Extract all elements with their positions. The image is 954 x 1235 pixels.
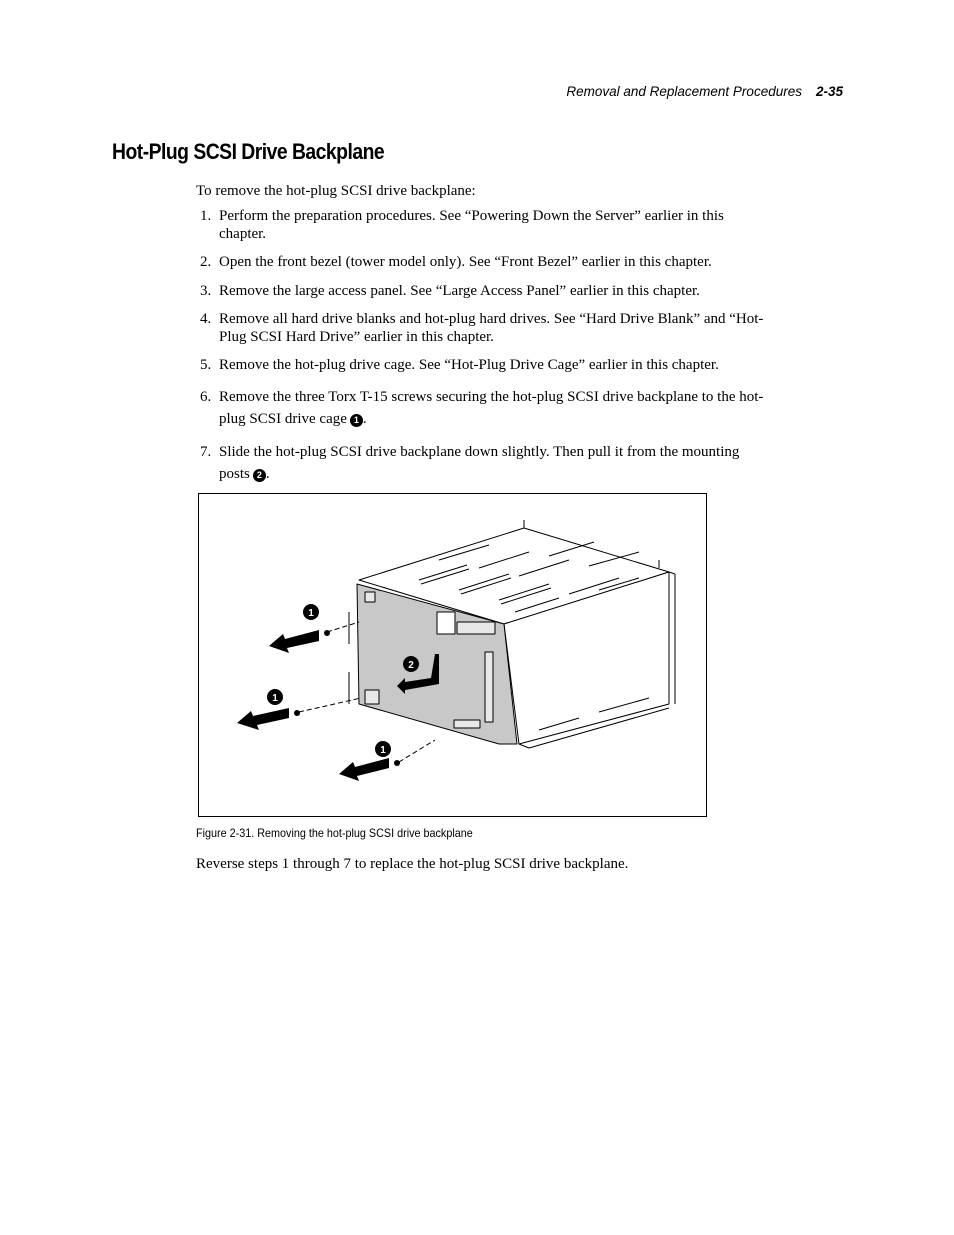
- step-text: Slide the hot-plug SCSI drive backplane down slightly. Then pull it from the mounting posts: [219, 443, 740, 482]
- step-number: 2.: [200, 254, 212, 270]
- step-suffix: .: [362, 410, 367, 427]
- step-5: [196, 357, 768, 375]
- step-text: Remove the hot-plug drive cage. See “Hot-Plug Drive Cage” earlier in this chapter.: [219, 357, 719, 373]
- callout-1-icon: [267, 689, 283, 705]
- step-7: [196, 441, 768, 485]
- callout-1-icon: [303, 604, 319, 620]
- intro-text: To remove the hot-plug SCSI drive backplane:: [196, 183, 476, 199]
- callout-1-icon: 1: [350, 414, 363, 427]
- backplane-removal-illustration: [199, 494, 708, 818]
- callout-1-icon: [375, 741, 391, 757]
- callout-2-icon: 2: [253, 469, 266, 482]
- running-header: [566, 84, 843, 99]
- step-number: 5.: [200, 357, 212, 373]
- callout-label: 1: [380, 745, 386, 756]
- callout-label: 1: [272, 693, 278, 704]
- step-number: 6.: [200, 388, 212, 405]
- figure-frame: [198, 493, 707, 817]
- step-text: Perform the preparation procedures. See “Powering Down the Server” earlier in this chapter.: [219, 208, 724, 242]
- callout-label: 2: [408, 660, 414, 671]
- closing-text: Reverse steps 1 through 7 to replace the hot-plug SCSI drive backplane.: [196, 856, 629, 872]
- step-suffix: .: [265, 465, 270, 482]
- page-number: 2-35: [815, 84, 843, 99]
- step-text: Open the front bezel (tower model only). See “Front Bezel” earlier in this chapter.: [219, 254, 712, 270]
- step-number: 7.: [200, 443, 212, 460]
- callout-2-icon: [403, 656, 419, 672]
- figure-caption: Figure 2-31. Removing the hot-plug SCSI drive backplane: [196, 826, 473, 840]
- step-2: [196, 254, 768, 272]
- running-header-section: Removal and Replacement Procedures: [566, 84, 802, 99]
- step-text: Remove all hard drive blanks and hot-plug hard drives. See “Hard Drive Blank” and “Hot-Plug SCSI Hard Drive” earlier in this chapter.: [219, 311, 764, 345]
- procedure-steps: [196, 208, 768, 496]
- step-3: [196, 283, 768, 301]
- step-4: [196, 311, 768, 346]
- callout-label: 1: [308, 608, 314, 619]
- step-1: [196, 208, 768, 243]
- step-number: 4.: [200, 311, 212, 327]
- step-number: 3.: [200, 282, 212, 299]
- step-text: Remove the three Torx T-15 screws securing the hot-plug SCSI drive backplane to the hot-plug SCSI drive cage: [219, 388, 764, 427]
- step-text: Remove the large access panel. See “Large Access Panel” earlier in this chapter.: [219, 282, 700, 299]
- step-number: 1.: [200, 208, 212, 224]
- section-title: Hot-Plug SCSI Drive Backplane: [112, 139, 385, 164]
- step-6: [196, 386, 768, 430]
